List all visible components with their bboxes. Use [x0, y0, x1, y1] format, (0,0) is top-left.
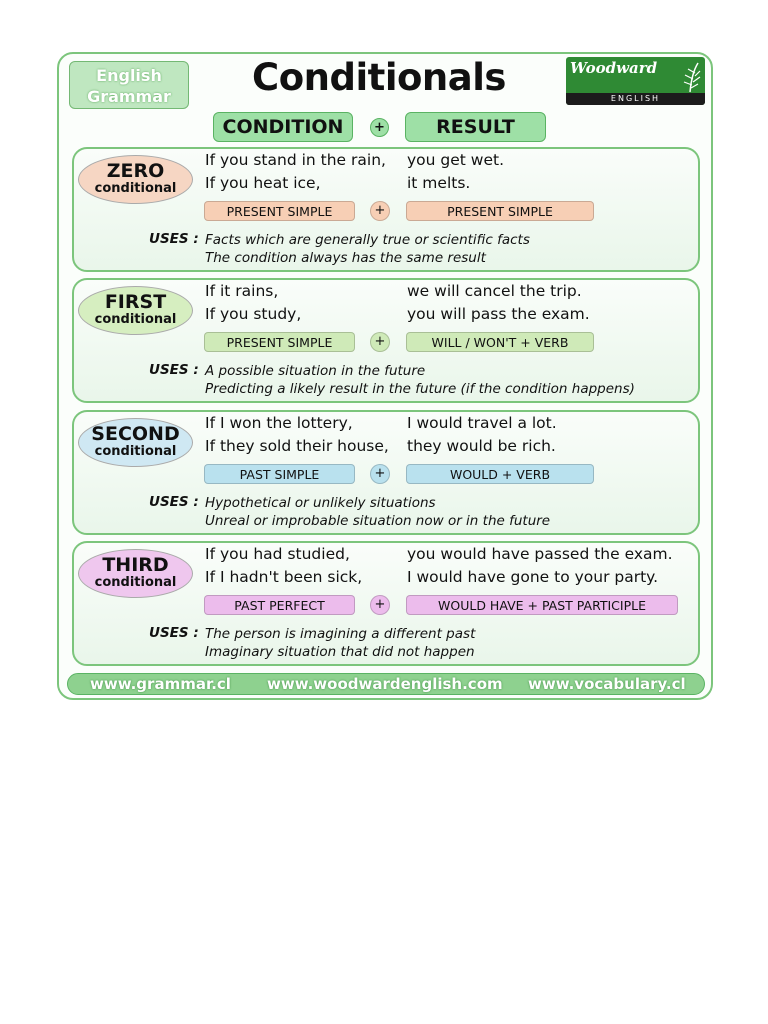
uses-label: USES :: [149, 494, 199, 510]
use-1: Facts which are generally true or scientific facts: [205, 232, 530, 248]
fern-icon: [679, 61, 701, 93]
footer-link-grammar[interactable]: www.grammar.cl: [90, 675, 231, 693]
tense-plus-icon: +: [370, 595, 390, 615]
conditional-name: THIRD: [102, 554, 169, 576]
footer-link-vocabulary[interactable]: www.vocabulary.cl: [528, 675, 686, 693]
conditional-name: FIRST: [104, 291, 167, 313]
tense-plus-icon: +: [370, 201, 390, 221]
use-2: Imaginary situation that did not happen: [205, 644, 475, 660]
use-1: The person is imagining a different past: [205, 626, 476, 642]
tag-line-1: English: [96, 66, 162, 85]
condition-tense: PAST PERFECT: [204, 595, 355, 615]
conditional-sub: conditional: [94, 444, 177, 459]
second-conditional-badge: [78, 418, 193, 467]
result-header: RESULT: [405, 112, 546, 142]
tense-plus-icon: +: [370, 332, 390, 352]
first-conditional-section: [72, 278, 700, 403]
use-2: Unreal or improbable situation now or in the future: [205, 513, 551, 529]
conditional-name: ZERO: [106, 160, 165, 182]
result-tense: WOULD + VERB: [406, 464, 594, 484]
woodward-logo: [566, 57, 705, 105]
example-1-condition: If it rains,: [205, 282, 279, 300]
logo-sub: ENGLISH: [566, 93, 705, 105]
example-2-result: you will pass the exam.: [407, 305, 590, 323]
result-tense: WILL / WON'T + VERB: [406, 332, 594, 352]
result-tense: PRESENT SIMPLE: [406, 201, 594, 221]
example-1-result: you get wet.: [407, 151, 505, 169]
condition-tense: PRESENT SIMPLE: [204, 201, 355, 221]
condition-tense: PAST SIMPLE: [204, 464, 355, 484]
zero-conditional-section: [72, 147, 700, 272]
use-1: Hypothetical or unlikely situations: [205, 495, 436, 511]
english-grammar-tag: [69, 61, 189, 109]
logo-brand: Woodward: [570, 59, 658, 77]
example-2-condition: If I hadn't been sick,: [205, 568, 363, 586]
example-1-result: I would travel a lot.: [407, 414, 557, 432]
conditionals-card: [57, 52, 713, 700]
example-2-result: I would have gone to your party.: [407, 568, 659, 586]
header-plus-icon: +: [370, 118, 389, 137]
example-2-condition: If they sold their house,: [205, 437, 389, 455]
footer-links-bar: [67, 673, 705, 695]
page-title: Conditionals: [252, 56, 506, 99]
third-conditional-badge: [78, 549, 193, 598]
result-tense: WOULD HAVE + PAST PARTICIPLE: [406, 595, 678, 615]
condition-tense: PRESENT SIMPLE: [204, 332, 355, 352]
use-2: Predicting a likely result in the future (if the condition happens): [205, 381, 635, 397]
first-conditional-badge: [78, 286, 193, 335]
conditional-name: SECOND: [91, 423, 180, 445]
example-2-condition: If you heat ice,: [205, 174, 321, 192]
example-1-result: you would have passed the exam.: [407, 545, 673, 563]
uses-label: USES :: [149, 625, 199, 641]
use-2: The condition always has the same result: [205, 250, 486, 266]
example-2-result: it melts.: [407, 174, 471, 192]
example-1-condition: If you had studied,: [205, 545, 350, 563]
example-1-condition: If you stand in the rain,: [205, 151, 386, 169]
zero-conditional-badge: [78, 155, 193, 204]
conditional-sub: conditional: [94, 181, 177, 196]
example-1-result: we will cancel the trip.: [407, 282, 582, 300]
example-2-result: they would be rich.: [407, 437, 556, 455]
tense-plus-icon: +: [370, 464, 390, 484]
condition-header: CONDITION: [213, 112, 353, 142]
footer-link-woodwardenglish[interactable]: www.woodwardenglish.com: [267, 675, 503, 693]
third-conditional-section: [72, 541, 700, 666]
conditional-sub: conditional: [94, 575, 177, 590]
uses-label: USES :: [149, 362, 199, 378]
tag-line-2: Grammar: [87, 87, 171, 106]
second-conditional-section: [72, 410, 700, 535]
example-2-condition: If you study,: [205, 305, 302, 323]
use-1: A possible situation in the future: [205, 363, 426, 379]
uses-label: USES :: [149, 231, 199, 247]
conditional-sub: conditional: [94, 312, 177, 327]
example-1-condition: If I won the lottery,: [205, 414, 353, 432]
